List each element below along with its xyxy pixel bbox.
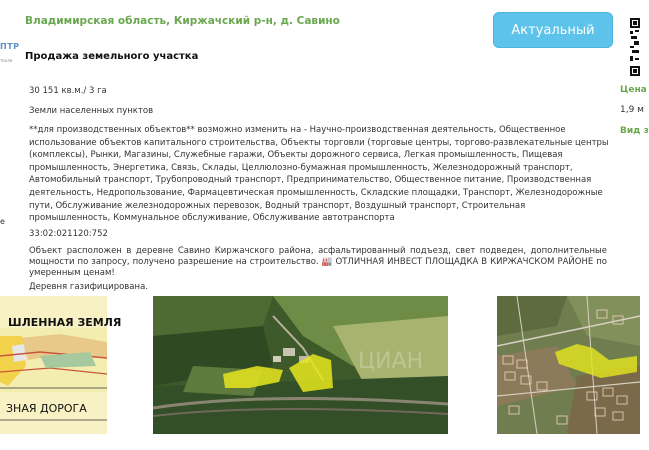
qr-code (629, 16, 640, 80)
aerial-watermark: ЦИАН (358, 349, 424, 374)
land-area: 30 151 кв.м./ 3 га (29, 86, 107, 96)
zoning-map-photo[interactable] (0, 296, 122, 434)
cadastral-map-photo[interactable] (497, 296, 640, 434)
listing-heading: Продажа земельного участка (25, 51, 199, 62)
permitted-uses: **для производственных объектов** возможно изменить на - Научно-производственная деятельность, Общественное использование объектов капитального строительства, Объекты торговли (торговые центры, торгово-развлекательные центры (комплексы), Рынки, Магазины, Служебные гаражи, Объекты дорожного сервиса, Легкая промышленность, Пищевая промышленность, Энергетика, Связь, Склады, Целлюлозно-бумажная промышленность, Железнодорожный транспорт, Автомобильный транспорт, Трубопроводный транспорт, Предпринимательство, Общественное питание, Производственная деятельность, Недропользование, Фармацевтическая промышленность, Складские площадки, Транспорт, Железнодорожные пути, Обслуживание железнодорожных перевозок, Водный транспорт, Воздушный транспорт, Строительная промышленность, Коммунальное обслуживание, Обслуживание автотранспорта (29, 125, 609, 224)
edge-label: е (0, 217, 5, 226)
view-label: Вид з (620, 126, 649, 136)
price-value: 1,9 м (620, 105, 644, 115)
cadastral-number: 33:02:021120:752 (29, 229, 108, 239)
listing-location: Владимирская область, Киржачский р-н, д. Савино (25, 15, 340, 27)
listing-description: Объект расположен в деревне Савино Киржачского района, асфальтированный подъезд, свет подведен, дополнительные мощности по запросу, получено разрешение на строительство. 🏭 ОТЛИЧНАЯ ИНВЕСТ ПЛОЩАДКА В КИРЖАЧСКОМ РАЙОНЕ по умеренным ценам! (29, 246, 607, 279)
agency-logo-text: ПТР (0, 42, 20, 51)
aerial-photo[interactable] (153, 296, 448, 434)
status-button[interactable]: Актуальный (493, 12, 613, 48)
agency-logo-subtext: ткаля (0, 58, 13, 63)
price-label: Цена (620, 85, 647, 95)
gas-note: Деревня газифицирована. (29, 282, 148, 292)
zoning-caption-top: ШЛЕННАЯ ЗЕМЛЯ (8, 316, 122, 329)
land-category: Земли населенных пунктов (29, 106, 154, 116)
zoning-caption-bottom: ЗНАЯ ДОРОГА (6, 402, 87, 415)
agency-logo (0, 30, 18, 70)
